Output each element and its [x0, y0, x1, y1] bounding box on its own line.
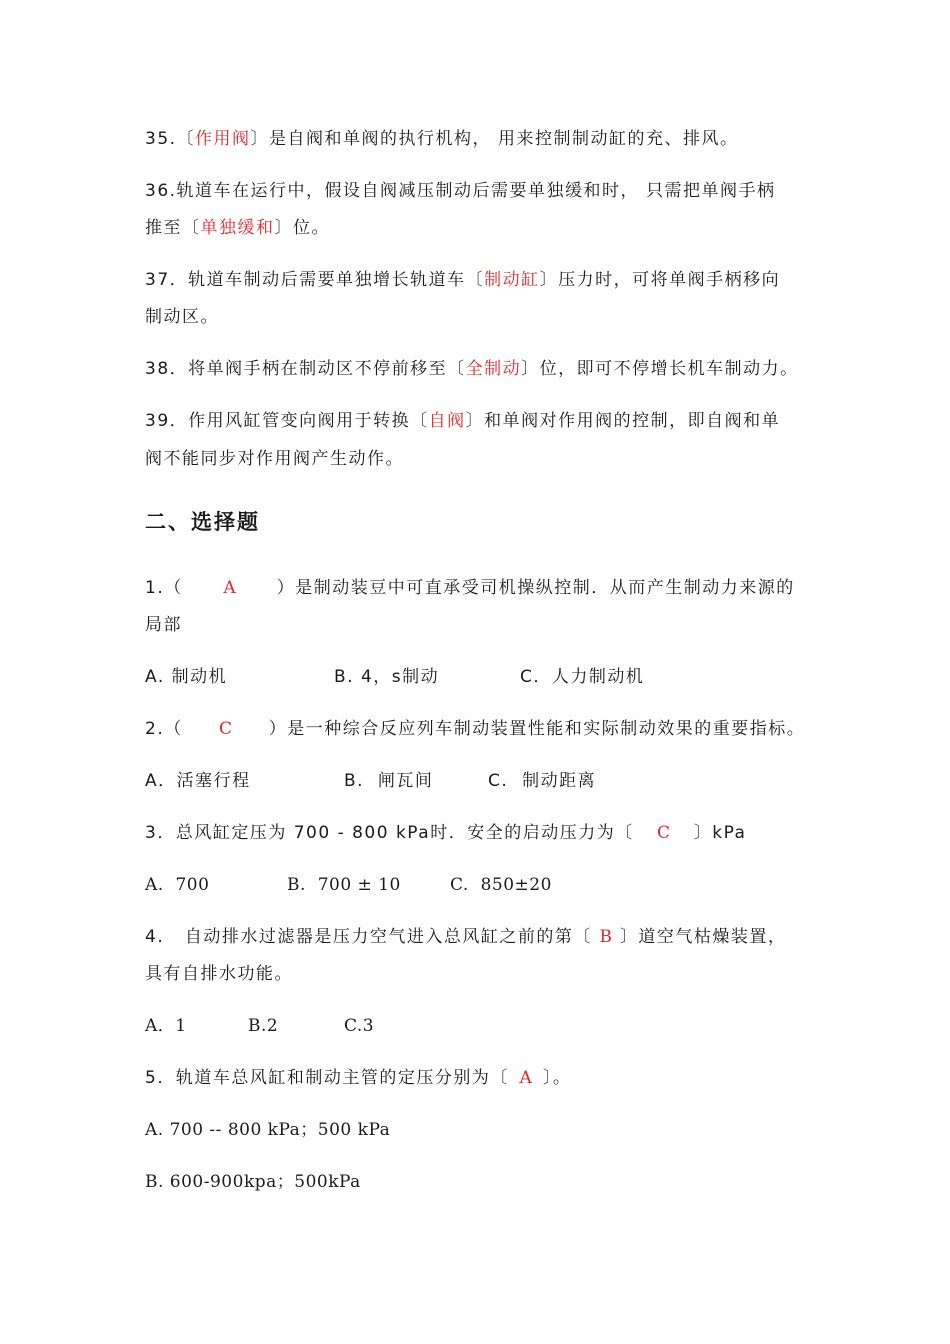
choice-4-option-b: B.2	[248, 1016, 279, 1036]
choice-2-option-b: B. 闸瓦间	[344, 771, 434, 791]
choice-1-option-a: A. 制动机	[145, 667, 228, 687]
choice-4-option-a: A．1	[145, 1016, 187, 1036]
choice-item-2: 2.（ C ）是一种综合反应列车制动装置性能和实际制动效果的重要指标。	[145, 719, 806, 739]
choice-item-5: 5．轨道车总风缸和制动主管的定压分别为〔 A 〕。	[145, 1068, 572, 1088]
choice-3-option-c: C. 850±20	[450, 875, 552, 895]
choice-2-option-c: C. 制动距离	[488, 771, 597, 791]
answer-c5: A	[519, 1068, 533, 1088]
answer-35: 作用阀	[195, 129, 251, 149]
choice-3-option-b: B. 700 ± 10	[287, 875, 401, 895]
choice-1-option-b: B. 4，s制动	[334, 667, 440, 687]
fill-item-39-line1: 39．作用风缸管变向阀用于转换〔自阀〕和单阀对作用阀的控制，即自阀和单	[145, 411, 781, 431]
fill-item-36-line2: 推至〔单独缓和〕位。	[145, 218, 330, 238]
choice-4-option-c: C.3	[344, 1016, 375, 1036]
fill-item-38: 38．将单阀手柄在制动区不停前移至〔全制动〕位，即可不停增长机车制动力。	[145, 359, 799, 379]
answer-c2: C	[218, 719, 233, 739]
answer-38: 全制动	[465, 359, 522, 379]
fill-item-37-line1: 37．轨道车制动后需要单独增长轨道车〔制动缸〕压力时，可将单阀手柄移向	[145, 270, 781, 290]
fill-item-36-line1: 36.轨道车在运行中，假设自阀减压制动后需要单独缓和时， 只需把单阀手柄	[145, 181, 776, 201]
choice-item-4-line2: 具有自排水功能。	[145, 964, 293, 984]
answer-c1: A	[223, 578, 237, 598]
answer-c3: C	[656, 823, 671, 843]
choice-5-option-b: B. 600-900kpa；500kPa	[145, 1172, 361, 1192]
choice-5-option-a: A. 700 -- 800 kPa；500 kPa	[145, 1120, 391, 1140]
choice-item-3: 3．总风缸定压为 700 - 800 kPa时．安全的启动压力为〔 C 〕kPa	[145, 823, 747, 843]
choice-3-option-a: A. 700	[145, 875, 210, 895]
choice-1-option-c: C．人力制动机	[520, 667, 645, 687]
answer-36: 单独缓和	[200, 218, 275, 238]
choice-2-option-a: A．活塞行程	[145, 771, 251, 791]
answer-39: 自阀	[428, 411, 466, 431]
answer-c4: B	[599, 927, 613, 947]
choice-item-1-line1: 1.（ A ）是制动装豆中可直承受司机操纵控制．从而产生制动力来源的	[145, 578, 795, 598]
fill-item-37-line2: 制动区。	[145, 307, 219, 327]
answer-37: 制动缸	[484, 270, 540, 290]
section-title: 二、选择题	[145, 510, 260, 534]
choice-item-4-line1: 4. 自动排水过滤器是压力空气进入总风缸之前的第〔 B 〕道空气枯燥装置，	[145, 927, 787, 947]
fill-item-39-line2: 阀不能同步对作用阀产生动作。	[145, 449, 404, 469]
choice-item-1-line2: 局部	[145, 615, 182, 635]
fill-item-35: 35.〔作用阀〕是自阀和单阀的执行机构， 用来控制制动缸的充、排风。	[145, 129, 739, 149]
